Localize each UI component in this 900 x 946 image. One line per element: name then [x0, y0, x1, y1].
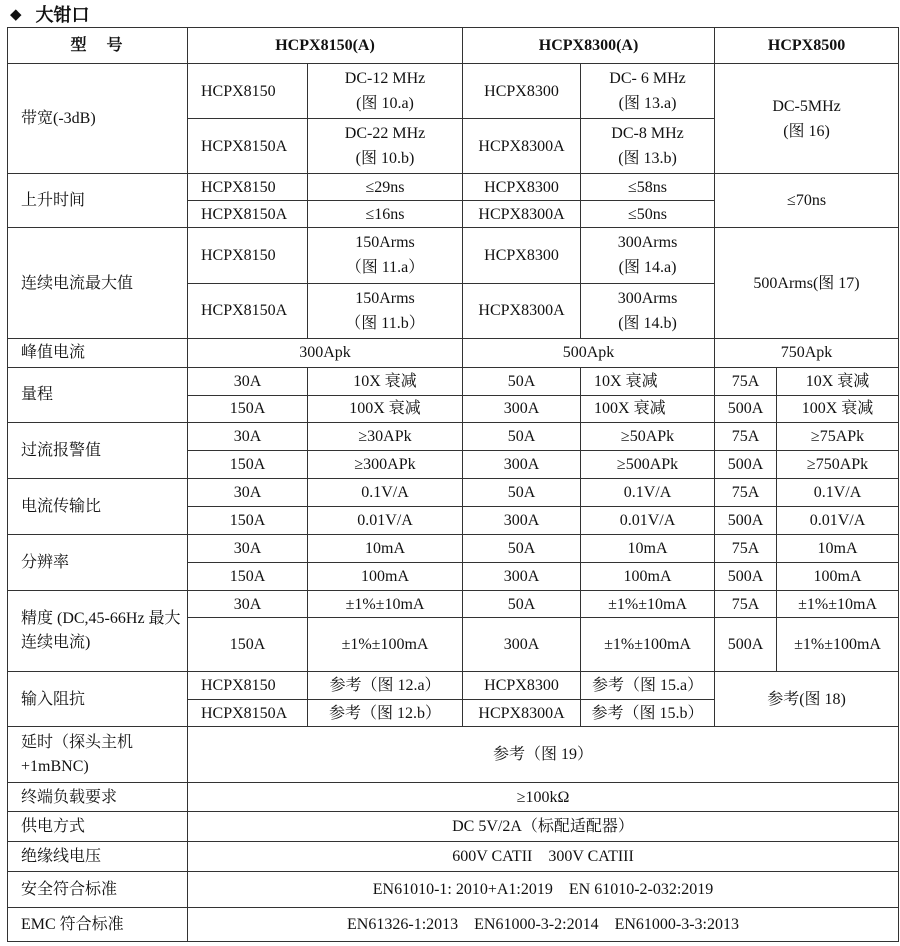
section-heading	[10, 2, 90, 26]
spec-value: ≤58ns	[581, 174, 715, 201]
spec-value: DC-8 MHz (图 13.b)	[581, 119, 715, 174]
spec-value: 10mA	[777, 534, 899, 562]
spec-value: EN61010-1: 2010+A1:2019 EN 61010-2-032:2019	[188, 871, 899, 907]
table-row	[8, 841, 899, 871]
spec-value: 参考(图 18)	[715, 672, 899, 727]
range-value: 500A	[715, 618, 777, 672]
range-value: 150A	[188, 506, 308, 534]
range-value: 50A	[463, 478, 581, 506]
table-row	[8, 907, 899, 941]
row-label-accuracy: 精度 (DC,45-66Hz 最大连续电流)	[8, 591, 188, 672]
table-row	[8, 422, 899, 450]
range-value: 30A	[188, 422, 308, 450]
model-name: HCPX8150	[188, 174, 308, 201]
range-value: 300A	[463, 506, 581, 534]
header-model-8150: HCPX8150(A)	[188, 28, 463, 64]
row-label-safety: 安全符合标准	[8, 871, 188, 907]
row-label-range: 量程	[8, 367, 188, 422]
header-model-8500: HCPX8500	[715, 28, 899, 64]
header-row	[8, 28, 899, 64]
spec-value: 10X 衰减	[777, 367, 899, 395]
spec-value: ≤16ns	[308, 201, 463, 228]
range-value: 75A	[715, 478, 777, 506]
spec-value: ≥75APk	[777, 422, 899, 450]
range-value: 50A	[463, 367, 581, 395]
spec-value: 100mA	[581, 563, 715, 591]
model-name: HCPX8150	[188, 228, 308, 283]
model-name: HCPX8150A	[188, 119, 308, 174]
range-value: 75A	[715, 422, 777, 450]
spec-value: 10mA	[308, 534, 463, 562]
row-label-delay: 延时（探头主机+1mBNC)	[8, 727, 188, 783]
row-label-insulation: 绝缘线电压	[8, 841, 188, 871]
model-name: HCPX8300	[463, 672, 581, 700]
range-value: 30A	[188, 534, 308, 562]
row-label-transfer-ratio: 电流传输比	[8, 478, 188, 534]
spec-value: 300Arms (图 14.a)	[581, 228, 715, 283]
range-value: 150A	[188, 618, 308, 672]
spec-value: DC 5V/2A（标配适配器）	[188, 812, 899, 841]
range-value: 150A	[188, 450, 308, 478]
range-value: 300A	[463, 618, 581, 672]
spec-value: ≥500APk	[581, 450, 715, 478]
model-name: HCPX8300	[463, 228, 581, 283]
model-name: HCPX8150A	[188, 700, 308, 727]
header-model-8300: HCPX8300(A)	[463, 28, 715, 64]
range-value: 75A	[715, 367, 777, 395]
row-label-continuous-max: 连续电流最大值	[8, 228, 188, 338]
range-value: 50A	[463, 591, 581, 618]
model-name: HCPX8150A	[188, 201, 308, 228]
spec-value: 0.01V/A	[308, 506, 463, 534]
row-label-overcurrent: 过流报警值	[8, 422, 188, 478]
spec-value: 150Arms （图 11.a）	[308, 228, 463, 283]
spec-value: 0.01V/A	[777, 506, 899, 534]
row-label-input-impedance: 输入阻抗	[8, 672, 188, 727]
spec-value: 参考（图 12.b）	[308, 700, 463, 727]
spec-table	[7, 27, 899, 942]
spec-value: 10X 衰减	[308, 367, 463, 395]
range-value: 500A	[715, 450, 777, 478]
spec-value: ≤29ns	[308, 174, 463, 201]
table-row	[8, 871, 899, 907]
model-name: HCPX8150	[188, 64, 308, 119]
spec-value: 10X 衰减	[581, 367, 715, 395]
spec-value: ±1%±100mA	[581, 618, 715, 672]
table-row	[8, 174, 899, 201]
spec-value: DC-22 MHz (图 10.b)	[308, 119, 463, 174]
spec-value: ≥50APk	[581, 422, 715, 450]
range-value: 300A	[463, 450, 581, 478]
table-row	[8, 812, 899, 841]
table-row	[8, 591, 899, 618]
table-row	[8, 228, 899, 283]
spec-value: 参考（图 15.b）	[581, 700, 715, 727]
spec-value: 600V CATII 300V CATIII	[188, 841, 899, 871]
diamond-bullet-icon: ◆	[10, 6, 22, 23]
spec-value: 10mA	[581, 534, 715, 562]
table-row	[8, 64, 899, 119]
model-name: HCPX8300	[463, 174, 581, 201]
spec-value: ≤70ns	[715, 174, 899, 228]
row-label-power: 供电方式	[8, 812, 188, 841]
spec-value: 100X 衰减	[777, 395, 899, 422]
spec-value: 150Arms （图 11.b）	[308, 283, 463, 338]
spec-value: 参考（图 15.a）	[581, 672, 715, 700]
row-label-emc: EMC 符合标准	[8, 907, 188, 941]
row-label-termination: 终端负载要求	[8, 783, 188, 812]
spec-value: ±1%±100mA	[777, 618, 899, 672]
row-label-bandwidth: 带宽(-3dB)	[8, 64, 188, 174]
range-value: 75A	[715, 534, 777, 562]
spec-value: 100X 衰减	[308, 395, 463, 422]
spec-value: DC- 6 MHz (图 13.a)	[581, 64, 715, 119]
spec-value: 100X 衰减	[581, 395, 715, 422]
range-value: 300A	[463, 563, 581, 591]
range-value: 500A	[715, 563, 777, 591]
spec-value: 参考（图 12.a）	[308, 672, 463, 700]
range-value: 150A	[188, 395, 308, 422]
spec-value: DC-5MHz (图 16)	[715, 64, 899, 174]
spec-value: 参考（图 19）	[188, 727, 899, 783]
spec-value: ±1%±10mA	[777, 591, 899, 618]
spec-value: ±1%±10mA	[581, 591, 715, 618]
range-value: 75A	[715, 591, 777, 618]
table-row	[8, 478, 899, 506]
spec-value: ≥100kΩ	[188, 783, 899, 812]
spec-value: ≥750APk	[777, 450, 899, 478]
model-name: HCPX8300	[463, 64, 581, 119]
range-value: 50A	[463, 534, 581, 562]
range-value: 30A	[188, 367, 308, 395]
spec-value: 500Apk	[463, 338, 715, 367]
spec-value: 100mA	[777, 563, 899, 591]
spec-value: ±1%±100mA	[308, 618, 463, 672]
range-value: 300A	[463, 395, 581, 422]
spec-value: 750Apk	[715, 338, 899, 367]
range-value: 150A	[188, 563, 308, 591]
spec-value: 0.01V/A	[581, 506, 715, 534]
range-value: 30A	[188, 591, 308, 618]
spec-value: 0.1V/A	[581, 478, 715, 506]
model-name: HCPX8300A	[463, 283, 581, 338]
model-name: HCPX8300A	[463, 201, 581, 228]
model-name: HCPX8150	[188, 672, 308, 700]
spec-value: 0.1V/A	[308, 478, 463, 506]
spec-value: ≥30APk	[308, 422, 463, 450]
spec-value: 300Apk	[188, 338, 463, 367]
table-row	[8, 672, 899, 700]
table-row	[8, 534, 899, 562]
spec-value: 500Arms(图 17)	[715, 228, 899, 338]
model-name: HCPX8300A	[463, 700, 581, 727]
table-row	[8, 727, 899, 783]
spec-value: DC-12 MHz (图 10.a)	[308, 64, 463, 119]
header-type: 型号	[8, 28, 188, 64]
table-row	[8, 367, 899, 395]
model-name: HCPX8150A	[188, 283, 308, 338]
range-value: 30A	[188, 478, 308, 506]
spec-value: 300Arms (图 14.b)	[581, 283, 715, 338]
spec-value: ≥300APk	[308, 450, 463, 478]
range-value: 50A	[463, 422, 581, 450]
row-label-peak-current: 峰值电流	[8, 338, 188, 367]
section-title: 大钳口	[35, 5, 90, 25]
model-name: HCPX8300A	[463, 119, 581, 174]
row-label-resolution: 分辨率	[8, 534, 188, 590]
table-row	[8, 783, 899, 812]
spec-value: ≤50ns	[581, 201, 715, 228]
table-row	[8, 338, 899, 367]
spec-value: 0.1V/A	[777, 478, 899, 506]
spec-value: ±1%±10mA	[308, 591, 463, 618]
range-value: 500A	[715, 395, 777, 422]
range-value: 500A	[715, 506, 777, 534]
spec-value: 100mA	[308, 563, 463, 591]
spec-value: EN61326-1:2013 EN61000-3-2:2014 EN61000-3-3:2013	[188, 907, 899, 941]
row-label-rise-time: 上升时间	[8, 174, 188, 228]
